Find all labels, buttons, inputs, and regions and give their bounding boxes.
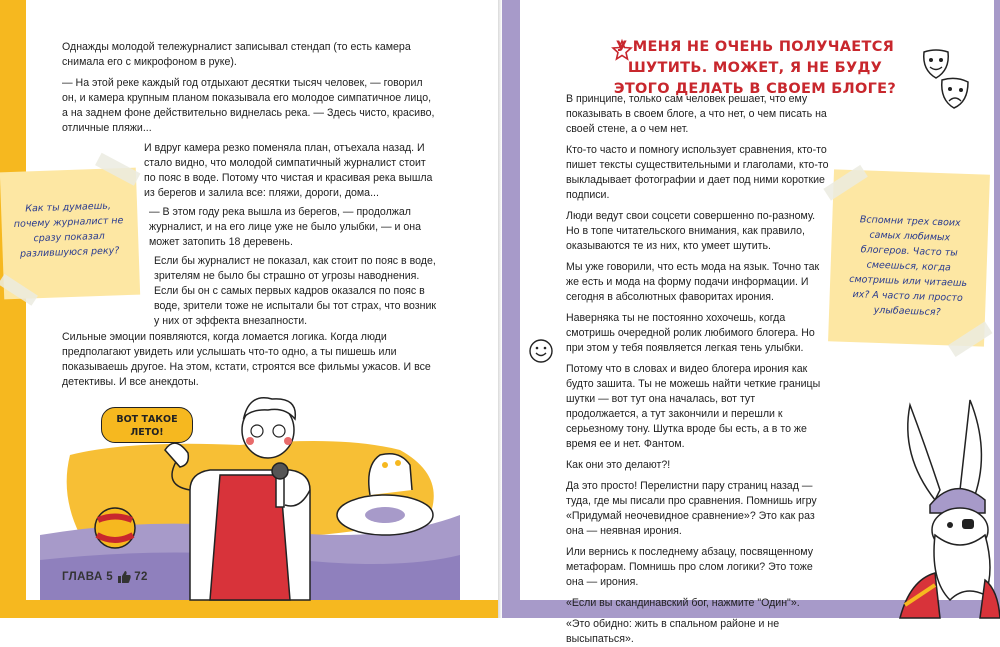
right-paragraph-11: «Это обидно: жить в спальном районе и не высыпаться». [566,618,780,645]
left-paragraph-6: Сильные эмоции появляются, когда ломается логика. Когда люди предполагают увидеть или услышать что-то одно, а ты пишешь или показываешь другое. На этом, кстати, строятся все фильмы ужасов. И все детективы. И все анекдоты. [62,331,431,388]
right-note-text: Вспомни трех своих самых любимых блогеров. Часто ты смеешься, когда смотришь или читаешь их? А часто ли просто улыбаешься? [849,214,968,319]
right-sticky-note [828,169,990,346]
chapter-label: ГЛАВА 5 [62,571,114,583]
right-paragraph-8: Да это просто! Перелистни пару страниц назад — туда, где мы писали про сравнения. Помнишь игру «Придумай неочевидное сравнение»? Это как раз она — неявная ирония. [566,480,817,537]
left-paragraph-1: Однажды молодой тележурналист записывал стендап (то есть камера снимала его с микрофоном в руке). [62,41,411,68]
right-paragraph-6: Потому что в словах и видео блогера ирония как будто зашита. Ты не можешь найти четкие границы шутки — вот тут она началась, вот тут продолжается, а тут закончили и перешли к серьезному тону. Шутка вроде бы есть, а в то же время ее и нет. Фантом. [566,363,821,450]
viking-illustration [880,395,1000,618]
right-paragraph-9: Или вернись к последнему абзацу, посвященному метафорам. Помнишь про слом логики? Это тоже она — ирония. [566,546,814,588]
left-text-middle-2 [149,205,437,256]
page-footer [62,570,148,584]
book-gutter [498,0,502,618]
right-text-main [566,92,830,647]
left-paragraph-5: Если бы журналист не показал, как стоит по пояс в воде, зрителям не было бы страшно от угрозы наводнения. Если бы он с самых первых кадров оказался по пояс в воде, зрители тоже не испытали бы тот страх, что возник у них от эффекта внезапности. [154,255,437,327]
right-paragraph-1: В принципе, только сам человек решает, что ему показывать в своем блоге, а что нет, о чем писать на своей стене, а о чем нет. [566,93,827,135]
left-text-middle-1 [144,141,436,207]
left-text-top [62,40,438,142]
right-paragraph-10: «Если вы скандинавский бог, нажмите "Один"». [566,597,800,609]
left-text-middle-3 [154,254,438,335]
left-paragraph-4: — В этом году река вышла из берегов, — продолжал журналист, и на его лице уже не было улыбки, — и она может затопить 18 деревень. [149,206,422,248]
section-title: У МЕНЯ НЕ ОЧЕНЬ ПОЛУЧАЕТСЯ ШУТИТЬ. МОЖЕТ, Я НЕ БУДУ ЭТОГО ДЕЛАТЬ В СВОЕМ БЛОГЕ? [613,39,897,97]
left-sticky-note [0,168,140,300]
left-note-text: Как ты думаешь, почему журналист не сразу показал разлившуюся реку? [13,200,124,260]
left-paragraph-3: И вдруг камера резко поменяла план, отъехала назад. И стало видно, что молодой симпатичный журналист стоит по пояс в воде. Потому что чистая и красивая река вышла из берегов и залила все: пляжи, дороги, дома... [144,142,433,199]
thumbs-up-icon [117,570,131,584]
right-paragraph-7: Как они это делают?! [566,459,671,471]
left-text-bottom [62,330,438,396]
speech-bubble: ВОТ ТАКОЕ ЛЕТО! [101,407,193,443]
right-paragraph-2: Кто-то часто и помногу использует сравнения, кто-то пишет тексты существительными и глаголами, кто-то выкладывает фотографии и дает под ними короткие подписи. [566,144,829,201]
right-paragraph-4: Мы уже говорили, что есть мода на язык. Точно так же есть и мода на форму подачи информации. И сегодня в абсолютных фаворитах ирония. [566,261,820,303]
right-paragraph-3: Люди ведут свои соцсети совершенно по-разному. Но в топе читательского внимания, как правило, оказываются те из них, кто умеет шутить. [566,210,816,252]
right-paragraph-5: Наверняка ты не постоянно хохочешь, когда смотришь очередной ролик любимого блогера. Но при этом у тебя появляется легкая тень улыбки. [566,312,815,354]
smiley-icon [528,338,554,364]
left-paragraph-2: — На этой реке каждый год отдыхают десятки тысяч человек, — говорил он, и камера крупным планом показывала его молодое симпатичное лицо, а на заднем фоне действительно виднелась река. — Здесь чисто, красиво, отличные пляжи... [62,77,435,134]
theatre-masks-icon [920,48,976,114]
page-number: 72 [134,571,148,583]
